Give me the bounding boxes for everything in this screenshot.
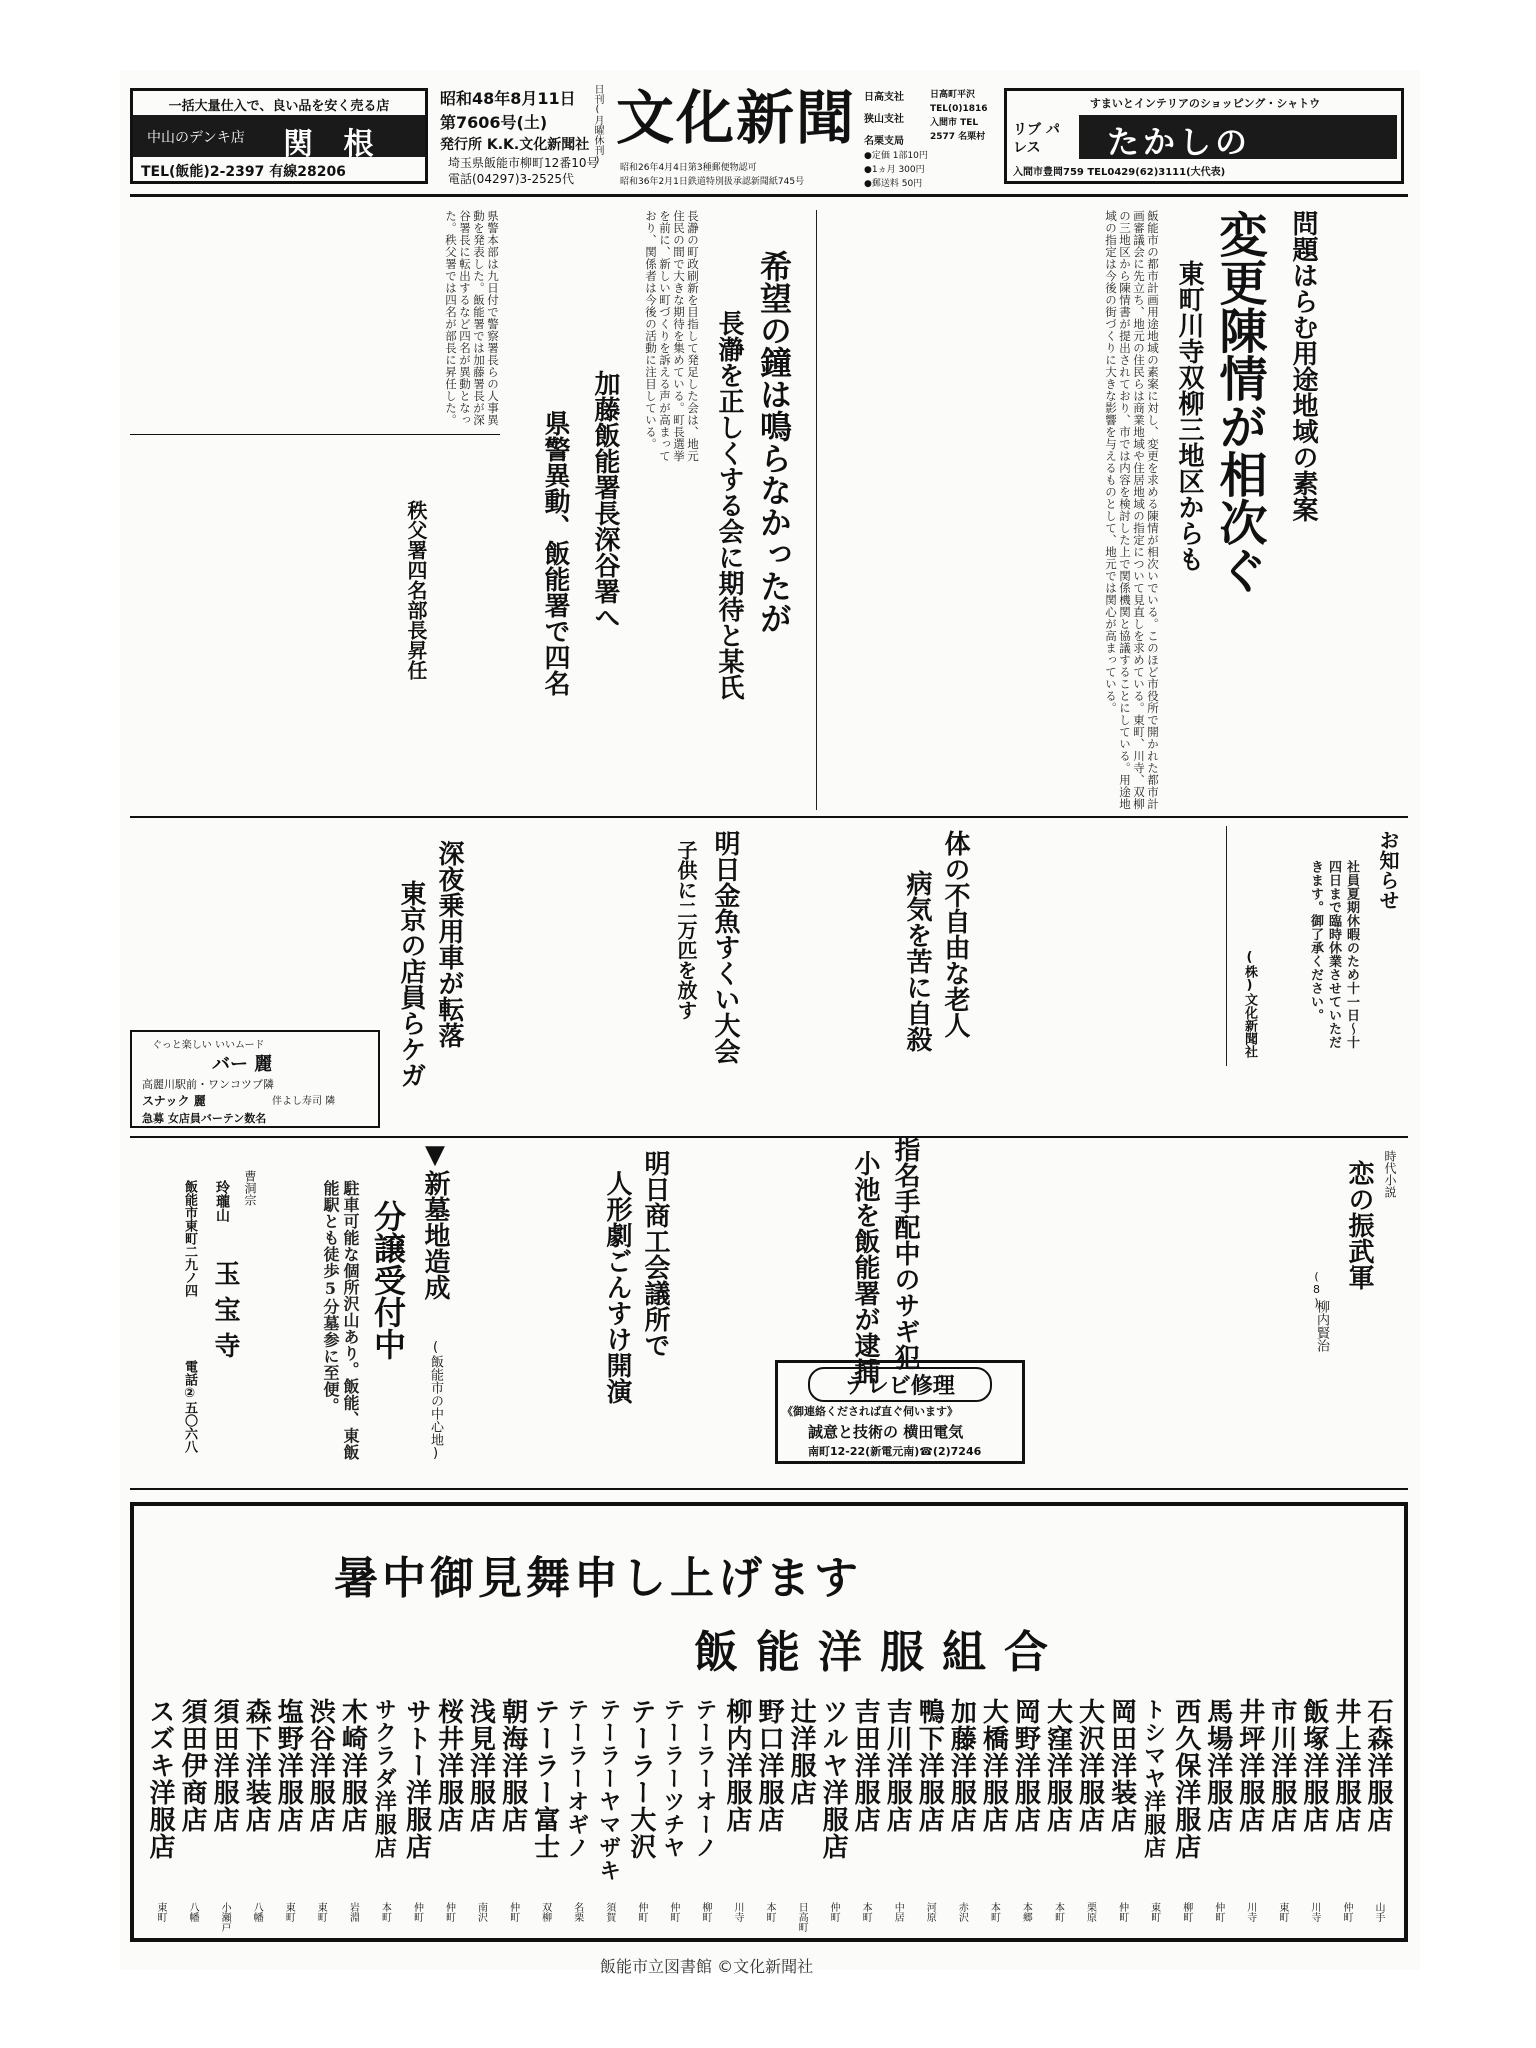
ad-tv-shop: 誠意と技術の 横田電気 — [808, 1423, 964, 1441]
member-column — [1298, 1698, 1330, 1934]
ad-sekine-prefix: 中山のデンキ店 — [147, 130, 245, 146]
branch-info: 日高町平沢 TEL(0)1816 入間市 TEL 2577 名栗村 — [930, 90, 988, 142]
top-story-divider — [816, 210, 817, 810]
member-name: テーラー大沢 — [625, 1698, 656, 1860]
mid-story-2-subhead: 子供に二万匹を放す — [674, 840, 698, 1020]
member-name: 大窪洋服店 — [1042, 1698, 1073, 1833]
member-location: 八幡 — [187, 1902, 199, 1922]
notice-signer: (株)文化新聞社 — [1242, 950, 1257, 1058]
footer-credit: 飯能市立図書館 ©文化新聞社 — [600, 1957, 814, 1976]
ad-bar-name: バー 麗 — [212, 1054, 273, 1075]
member-column — [400, 1698, 432, 1934]
member-column — [336, 1698, 368, 1934]
member-location: 東町 — [1148, 1902, 1160, 1922]
member-name: ツルヤ洋服店 — [818, 1698, 849, 1860]
rate-2: ●1ヵ月 300円 — [864, 165, 925, 175]
ad-cemetery-tel: 電話②五〇六八 — [182, 1360, 197, 1453]
member-column — [1266, 1698, 1298, 1934]
serial-label: 時代小説 — [1383, 1150, 1397, 1198]
member-location: 川寺 — [1244, 1902, 1256, 1922]
member-name: 渋谷洋服店 — [305, 1698, 336, 1833]
member-location: 小瀬戸 — [219, 1902, 231, 1932]
member-location: 日高町 — [796, 1902, 808, 1932]
top-story-kicker: 問題はらむ用途地域の素案 — [1288, 210, 1318, 522]
ad-takashino — [1004, 88, 1404, 184]
member-name: 石森洋服店 — [1362, 1698, 1393, 1833]
member-location: 本町 — [764, 1902, 776, 1922]
member-column — [657, 1698, 689, 1934]
member-column — [144, 1698, 176, 1934]
member-name: 塩野洋服店 — [273, 1698, 304, 1833]
member-name: トシマヤ洋服店 — [1140, 1698, 1167, 1859]
newspaper-title: 文化新聞 — [616, 84, 857, 152]
rate-1: ●定価 1部10円 — [864, 151, 928, 161]
member-name: 柳内洋服店 — [721, 1698, 752, 1833]
branch-1: 日高支社 — [864, 92, 904, 103]
serial-title: 恋の振武軍 — [1344, 1160, 1374, 1290]
greeting-ad — [130, 1502, 1408, 1942]
ad-cemetery-mountain: 玲瓏山 — [214, 1180, 230, 1222]
masthead-rule — [130, 194, 1408, 197]
member-name: 野口洋服店 — [754, 1698, 785, 1833]
member-column — [497, 1698, 529, 1934]
member-column — [785, 1698, 817, 1934]
top-story-body: 飯能市の都市計画用途地域の素案に対し、変更を求める陳情が相次いでいる。このほど市役所で開かれた都市計画審議会に先立ち、地元の住民らは商業地域や住居地域の指定について見直しを求めている。東町、川寺、双柳の三地区から陳情書が提出されており、市では内容を検討した上で関係機関と協議することにしている。用途地域の指定は今後の街づくりに大きな影響を与えるものとして、地元では関心が高まっている。 — [1104, 210, 1160, 810]
member-name: 木崎洋服店 — [337, 1698, 368, 1833]
member-location: 中居 — [892, 1902, 904, 1922]
member-name: 加藤洋服店 — [946, 1698, 977, 1833]
mid-story-4-headline: 小池を飯能署が逮捕 — [850, 1150, 880, 1384]
serial-author: 柳内賢治 — [1314, 1300, 1329, 1352]
member-location: 仲町 — [1116, 1902, 1128, 1922]
serial-number: (8) — [1310, 1270, 1323, 1309]
member-location: 仲町 — [828, 1902, 840, 1922]
member-location: 仲町 — [667, 1902, 679, 1922]
member-location: 山手 — [1372, 1902, 1384, 1922]
member-column — [689, 1698, 721, 1934]
member-name: テーラーツチヤ — [659, 1698, 686, 1859]
member-name: 森下洋装店 — [241, 1698, 272, 1833]
member-name: 岡田洋装店 — [1106, 1698, 1137, 1833]
frequency: 日刊(月曜休刊) — [592, 84, 603, 166]
notice-divider — [1226, 826, 1227, 1066]
member-location: 仲町 — [507, 1902, 519, 1922]
member-name: 飯塚洋服店 — [1298, 1698, 1329, 1833]
member-column — [1073, 1698, 1105, 1934]
ad-tv-repair — [775, 1360, 1025, 1464]
police-story-body: 県警本部は九日付で警察署長らの人事異動を発表した。飯能署では加藤署長が深谷署長に転出するなど四名が異動となった。秩父署では四名が部長に昇任した。 — [444, 210, 500, 426]
member-column — [945, 1698, 977, 1934]
member-name: 桜井洋服店 — [433, 1698, 464, 1833]
member-column — [1170, 1698, 1202, 1934]
member-column — [176, 1698, 208, 1934]
ad-sekine-tel: TEL(飯能)2-2397 有線28206 — [141, 164, 346, 180]
ad-cemetery-address: 飯能市東町二九ノ四 — [182, 1180, 197, 1297]
member-column — [753, 1698, 785, 1934]
second-story-subhead: 長瀞を正しくする会に期待と某氏 — [714, 310, 744, 700]
member-column — [913, 1698, 945, 1934]
ad-cemetery-sect: 曹洞宗 — [243, 1170, 257, 1206]
mid-story-3-subhead: 東京の店員らケガ — [396, 880, 426, 1088]
notice-body: 社員夏期休暇のため十一日～十四日まで臨時休業させていただきます。御了承ください。 — [1308, 860, 1359, 1049]
middle-section-rule — [130, 1136, 1408, 1138]
ad-takashino-sub: リブ パレス — [1013, 122, 1060, 156]
ad-sekine-name: 関 根 — [283, 127, 384, 162]
member-location: 東町 — [155, 1902, 167, 1922]
notice-label: お知らせ — [1376, 830, 1400, 910]
member-location: 赤沢 — [956, 1902, 968, 1922]
greeting-members — [144, 1698, 1394, 1934]
member-location: 八幡 — [251, 1902, 263, 1922]
member-column — [881, 1698, 913, 1934]
top-story-subhead: 東町川寺双柳三地区からも — [1174, 260, 1204, 572]
issue-number: 第7606号(土) — [440, 113, 548, 132]
member-location: 川寺 — [731, 1902, 743, 1922]
member-name: サクラダ洋服店 — [371, 1698, 398, 1859]
member-column — [1234, 1698, 1266, 1934]
ad-cemetery-title: ▼新墓地造成 — [420, 1140, 450, 1300]
member-column — [1202, 1698, 1234, 1934]
ad-bar-note: 伴よし寿司 隣 — [272, 1096, 336, 1107]
greeting-association: 飯能洋服組合 — [694, 1627, 1066, 1678]
publisher-phone: 電話(04297)3-2525代 — [448, 172, 575, 186]
member-name: 須田洋服店 — [209, 1698, 240, 1833]
ad-cemetery-sale: 分譲受付中 — [369, 1200, 407, 1360]
member-location: 本郷 — [1020, 1902, 1032, 1922]
ad-tv-address: 南町12-22(新電元南)☎(2)7246 — [808, 1445, 982, 1458]
issue-date: 昭和48年8月11日 — [440, 89, 576, 108]
member-location: 東町 — [283, 1902, 295, 1922]
ad-tv-title: テレビ修理 — [808, 1367, 992, 1402]
member-column — [240, 1698, 272, 1934]
member-location: 仲町 — [1212, 1902, 1224, 1922]
ad-bar-location: 高麗川駅前・ワンコツブ隣 — [142, 1078, 274, 1091]
member-name: 須田伊商店 — [177, 1698, 208, 1833]
member-name: 浅見洋服店 — [465, 1698, 496, 1833]
ad-takashino-address: 入間市豊岡759 TEL0429(62)3111(大代表) — [1013, 167, 1226, 178]
mid-story-5-headline: 明日商工会議所で — [640, 1150, 670, 1358]
police-story-sub2: 秩父署四名部長昇任 — [404, 500, 428, 680]
member-name: テーラーヤマザキ — [595, 1698, 622, 1882]
ad-bar-recruit: 急募 女店員バーテン数名 — [142, 1112, 267, 1125]
rate-3: ●郵送料 50円 — [864, 179, 923, 189]
newspaper-page — [120, 70, 1420, 1976]
member-name: 大橋洋服店 — [978, 1698, 1009, 1833]
member-name: サトー洋服店 — [401, 1698, 432, 1860]
second-story-headline: 希望の鐘は鳴らなかったが — [755, 250, 793, 634]
member-column — [529, 1698, 561, 1934]
ad-takashino-tagline: すまいとインテリアのショッピング・シャトウ — [1089, 97, 1321, 110]
member-location: 本町 — [988, 1902, 1000, 1922]
mid-story-4-subhead: 指名手配中のサギ犯 — [890, 1136, 920, 1370]
member-column — [593, 1698, 625, 1934]
mid-story-1-subhead: 病気を苦に自殺 — [902, 870, 932, 1052]
member-location: 東町 — [315, 1902, 327, 1922]
member-name: 西久保洋服店 — [1170, 1698, 1201, 1860]
member-location: 仲町 — [635, 1902, 647, 1922]
member-column — [849, 1698, 881, 1934]
member-location: 南沢 — [475, 1902, 487, 1922]
greeting-title: 暑中御見舞申し上げます — [334, 1553, 862, 1604]
member-location: 岩淵 — [347, 1902, 359, 1922]
member-location: 川寺 — [1308, 1902, 1320, 1922]
member-column — [1362, 1698, 1394, 1934]
branch-3: 名栗支局 — [864, 136, 904, 147]
member-location: 須賀 — [603, 1902, 615, 1922]
member-name: 朝海洋服店 — [497, 1698, 528, 1833]
ad-cemetery-temple: 玉宝寺 — [210, 1260, 240, 1368]
ad-bar-snack: スナック 麗 — [142, 1094, 206, 1108]
member-location: 本町 — [379, 1902, 391, 1922]
permit-1: 昭和26年4月4日第3種郵便物認可 — [620, 163, 757, 173]
member-name: 吉川洋服店 — [882, 1698, 913, 1833]
member-location: 東町 — [1276, 1902, 1288, 1922]
member-column — [272, 1698, 304, 1934]
ad-sekine — [130, 88, 428, 184]
second-story-body: 長瀞の町政刷新を目指して発足した会は、地元住民の間で大きな期待を集めている。町長選挙を前に、新しい町づくりを訴える声が高まっており、関係者は今後の活動に注目している。 — [644, 210, 700, 462]
upper-section-rule — [130, 816, 1408, 818]
publisher-address: 埼玉県飯能市柳町12番10号 — [448, 156, 599, 170]
ad-tv-slogan: 《御連絡くだされば直ぐ伺います》 — [782, 1405, 958, 1418]
member-name: 辻洋服店 — [786, 1698, 817, 1806]
member-column — [817, 1698, 849, 1934]
mid-story-5-subhead: 人形劇ごんすけ開演 — [602, 1170, 632, 1404]
member-column — [1330, 1698, 1362, 1934]
lower-section-rule — [130, 1488, 1408, 1490]
publisher: 発行所 K.K.文化新聞社 — [440, 137, 590, 153]
member-name: 大沢洋服店 — [1074, 1698, 1105, 1833]
ad-sekine-tagline: 一括大量仕入で、良い品を安く売る店 — [168, 99, 390, 114]
member-column — [465, 1698, 497, 1934]
member-location: 仲町 — [411, 1902, 423, 1922]
mid-story-3-headline: 深夜乗用車が転落 — [434, 840, 464, 1048]
left-column-rule — [130, 434, 500, 435]
permit-2: 昭和36年2月1日鉄道特別扱承認新聞紙745号 — [620, 177, 805, 187]
mid-story-1-headline: 体の不自由な老人 — [940, 830, 970, 1038]
member-column — [1041, 1698, 1073, 1934]
member-column — [304, 1698, 336, 1934]
member-column — [625, 1698, 657, 1934]
branch-2: 狭山支社 — [864, 114, 904, 125]
ad-takashino-name: たかしの — [1107, 123, 1252, 161]
member-name: テーラー富士 — [529, 1698, 560, 1860]
member-location: 柳町 — [1180, 1902, 1192, 1922]
member-name: 鴨下洋服店 — [914, 1698, 945, 1833]
member-column — [977, 1698, 1009, 1934]
member-column — [1106, 1698, 1138, 1934]
member-location: 本町 — [1052, 1902, 1064, 1922]
member-location: 名栗 — [571, 1902, 583, 1922]
member-column — [432, 1698, 464, 1934]
member-location: 双柳 — [539, 1902, 551, 1922]
ad-cemetery-place: (飯能市の中心地) — [428, 1340, 443, 1461]
member-name: 馬場洋服店 — [1202, 1698, 1233, 1833]
mid-story-2-headline: 明日金魚すくい大会 — [710, 830, 740, 1064]
member-name: テーラーオギノ — [563, 1698, 590, 1859]
member-name: 岡野洋服店 — [1010, 1698, 1041, 1833]
member-column — [208, 1698, 240, 1934]
member-name: 井上洋服店 — [1330, 1698, 1361, 1833]
member-location: 本町 — [860, 1902, 872, 1922]
ad-bar — [130, 1030, 380, 1128]
ad-bar-tagline: ぐっと楽しい いいムード — [152, 1040, 265, 1051]
ad-cemetery — [130, 1140, 460, 1480]
member-column — [1009, 1698, 1041, 1934]
member-location: 仲町 — [1340, 1902, 1352, 1922]
member-column — [721, 1698, 753, 1934]
member-name: 吉田洋服店 — [850, 1698, 881, 1833]
police-story-headline: 加藤飯能署長深谷署へ — [590, 370, 620, 630]
member-name: 井坪洋服店 — [1234, 1698, 1265, 1833]
police-story-subhead: 県警異動、飯能署で四名 — [540, 410, 570, 696]
ad-cemetery-body: 駐車可能な個所沢山あり。飯能、東飯能駅とも徒歩5分墓参に至便。 — [321, 1180, 360, 1461]
member-location: 栗原 — [1084, 1902, 1096, 1922]
member-column — [1138, 1698, 1170, 1934]
member-name: 市川洋服店 — [1266, 1698, 1297, 1833]
member-column — [561, 1698, 593, 1934]
member-column — [368, 1698, 400, 1934]
member-location: 柳町 — [699, 1902, 711, 1922]
top-story-headline: 変更陳情が相次ぐ — [1211, 210, 1267, 594]
member-location: 河原 — [924, 1902, 936, 1922]
member-name: テーラーオーノ — [691, 1698, 718, 1859]
member-location: 仲町 — [443, 1902, 455, 1922]
member-name: スズキ洋服店 — [145, 1698, 176, 1860]
